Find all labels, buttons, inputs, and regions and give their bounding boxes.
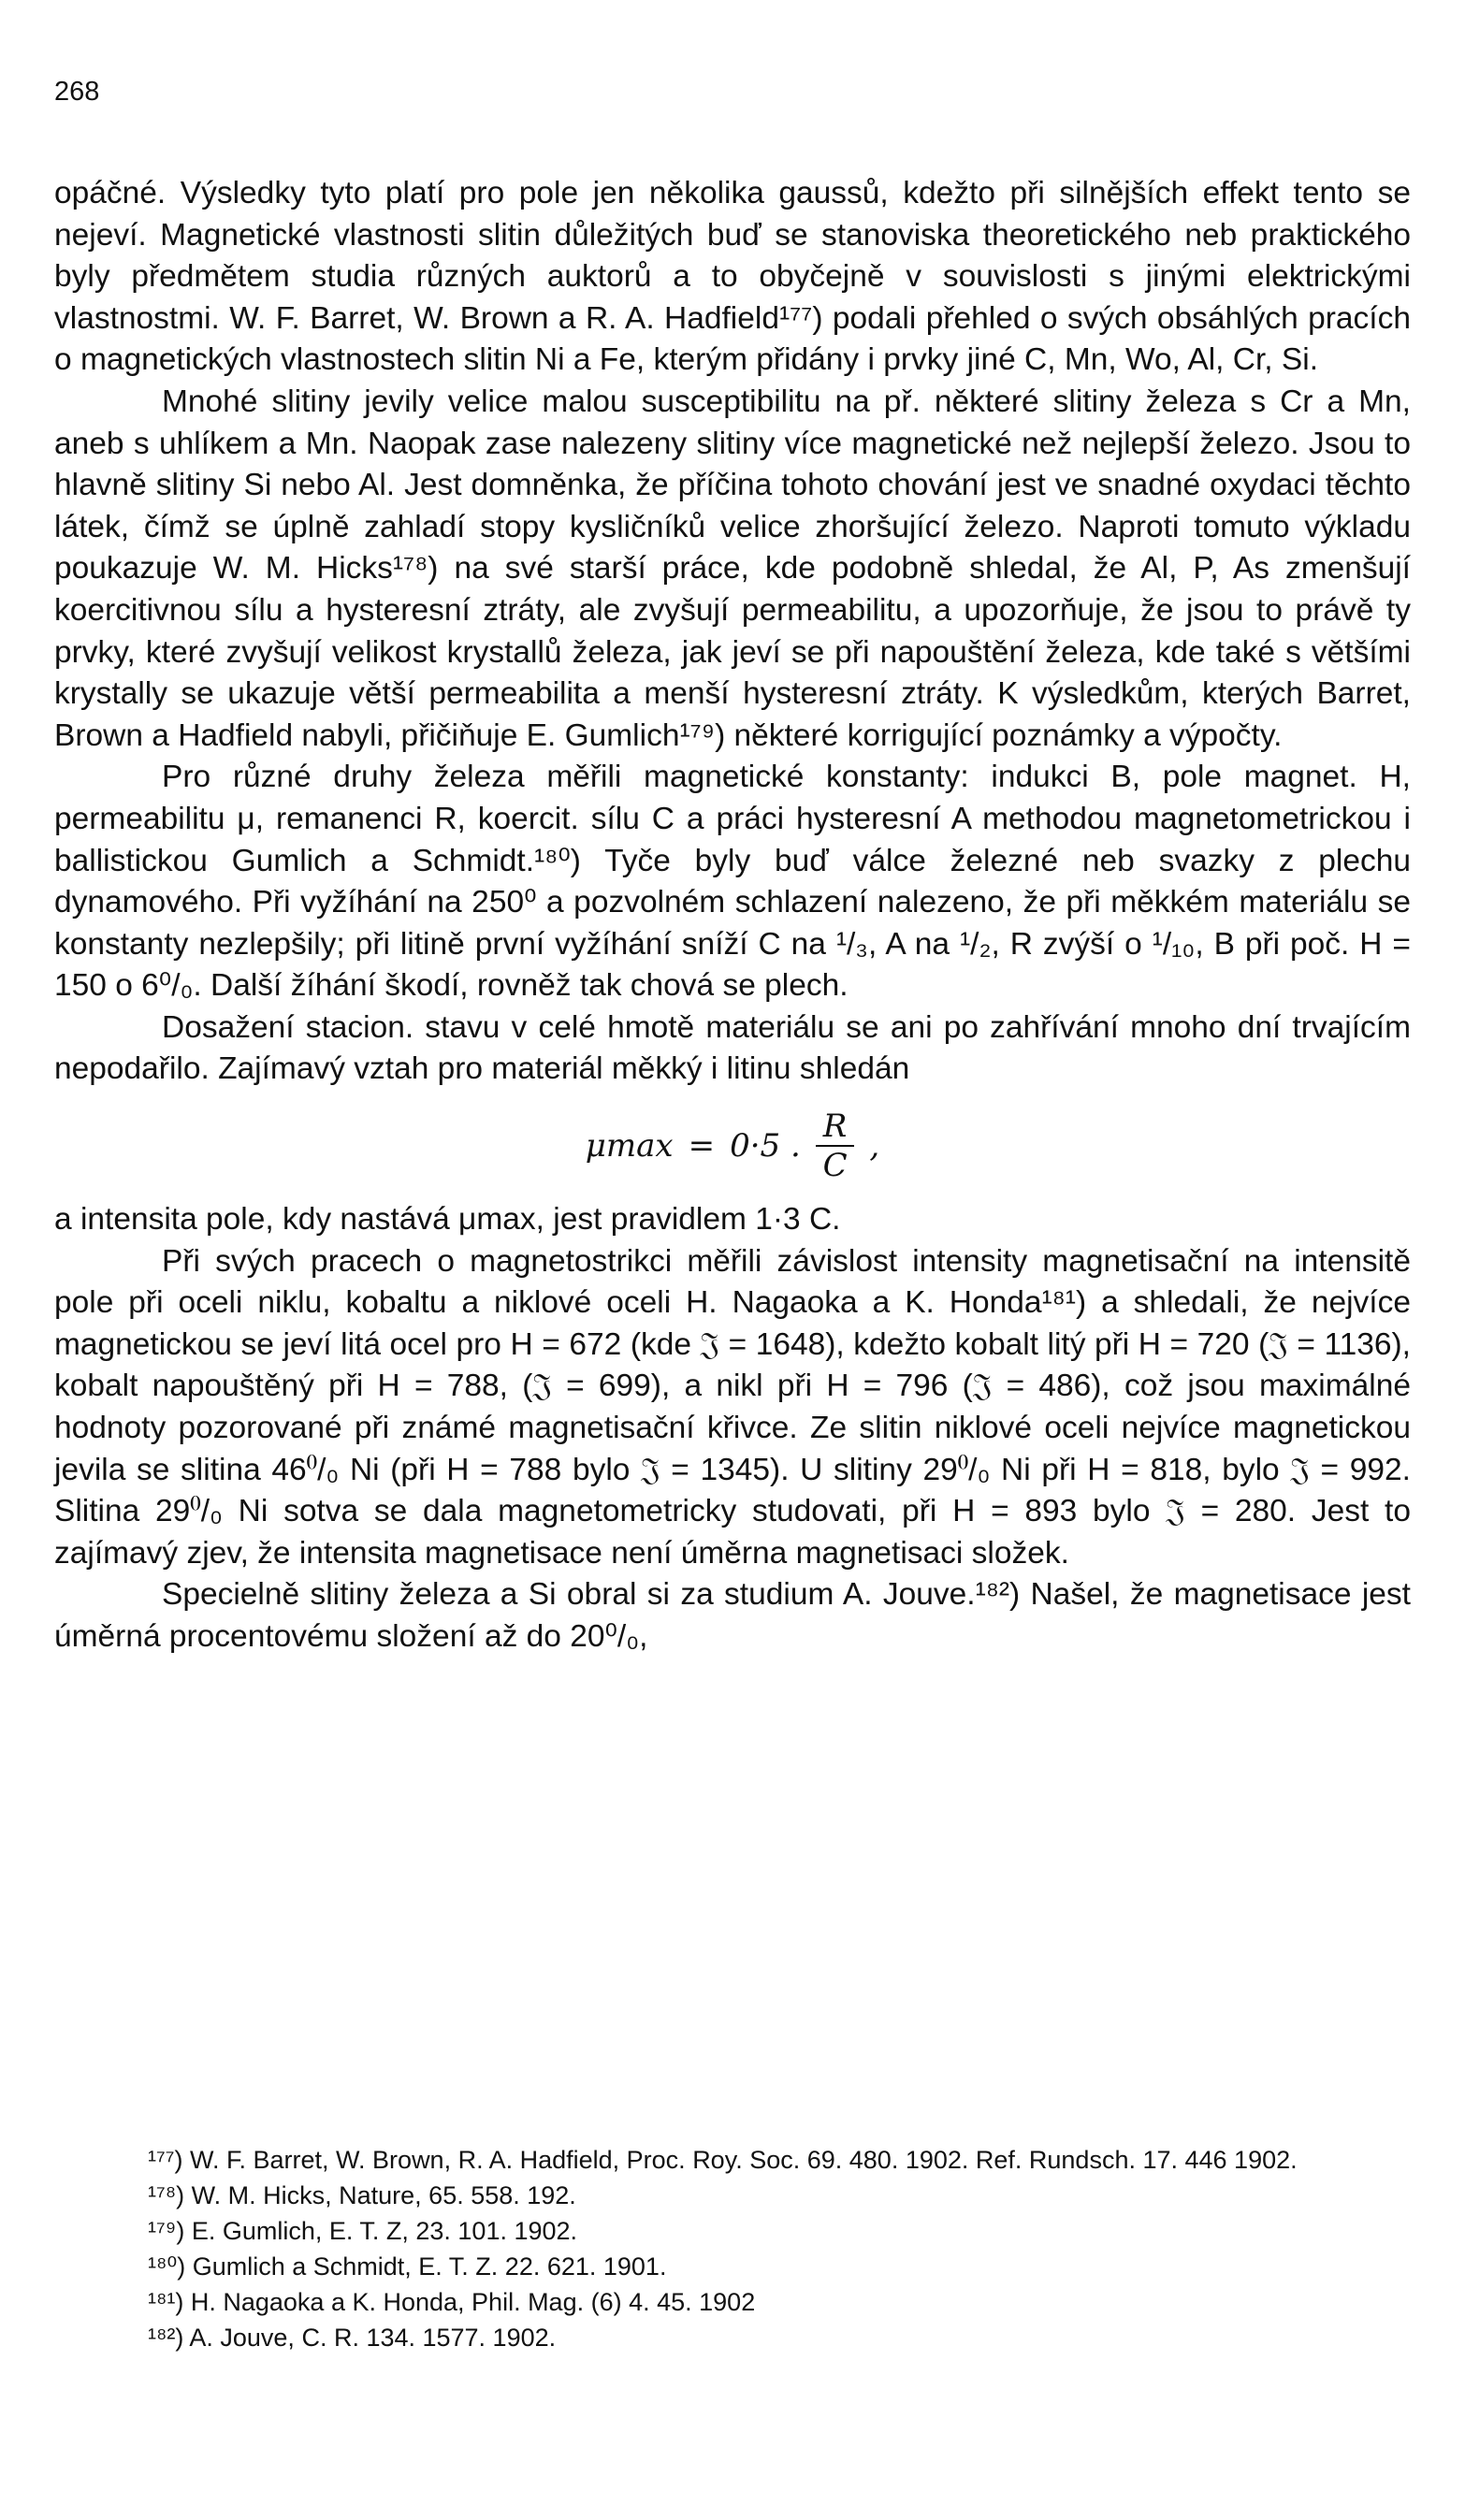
paragraph-2: Mnohé slitiny jevily velice malou susceptibilitu na př. některé slitiny železa s Cr a Mn, aneb s uhlíkem a Mn. Naopak zase nalezeny slitiny více magnetické než nejlepší železo. Jsou to hlavně slitiny Si nebo Al. Jest domněnka, že příčina tohoto chování jest ve snadné oxydaci těchto látek, čímž se úplně zahladí stopy kysličníků velice zhoršující železo. Naproti tomuto výkladu poukazuje W. M. Hicks¹⁷⁸) na své starší práce, kde podobně shledal, že Al, P, As zmenšují koercitivnou sílu a hysteresní ztráty, ale zvyšují permeabilitu, a upozorňuje, že jsou to právě ty prvky, které zvyšují velikost krystallů železa, jak jeví se při napouštění železa, kde také s většími krystally se ukazuje větší permeabilita a menší hysteresní ztráty. K výsledkům, kterých Barret, Brown a Hadfield nabyli, přičiňuje E. Gumlich¹⁷⁹) některé korrigující poznámky a výpočty. [54, 384, 1411, 753]
formula-lhs: μmax [585, 1127, 674, 1166]
paragraph-6: Při svých pracech o magnetostrikci měřili závislost intensity magnetisační na intensitě pole při oceli niklu, kobaltu a niklové oceli H. Nagaoka a K. Honda¹⁸¹) a shledali, že nejvíce magnetickou se jeví litá ocel pro H = 672 (kde 𝔍 = 1648), kdežto kobalt litý při H = 720 (𝔍 = 1136), kobalt napouštěný při H = 788, (𝔍 = 699), a nikl při H = 796 (𝔍 = 486), což jsou maximálné hodnoty pozorované při známé magnetisační křivce. Ze slitin niklové oceli nejvíce magnetickou jevila se slitina 46⁰/₀ Ni (při H = 788 bylo 𝔍 = 1345). U slitiny 29⁰/₀ Ni při H = 818, bylo 𝔍 = 992. Slitina 29⁰/₀ Ni sotva se dala magnetometricky studovati, při H = 893 bylo 𝔍 = 280. Jest to zajímavý zjev, že intensita magnetisace není úměrna magnetisaci složek. [54, 1243, 1411, 1571]
footnote-181: ¹⁸¹) H. Nagaoka a K. Honda, Phil. Mag. (6) 4. 45. 1902 [148, 2288, 756, 2316]
footnote-178: ¹⁷⁸) W. M. Hicks, Nature, 65. 558. 192. [148, 2181, 576, 2209]
body-text [54, 173, 1411, 1658]
footnote-180: ¹⁸⁰) Gumlich a Schmidt, E. T. Z. 22. 621. 1901. [148, 2252, 667, 2281]
formula-fraction [816, 1108, 855, 1184]
formula-trail: , [869, 1127, 880, 1166]
paragraph-4: Dosažení stacion. stavu v celé hmotě materiálu se ani po zahřívání mnoho dní trvajícím nepodařilo. Zajímavý vztah pro materiál měkký i litinu shledán [54, 1009, 1411, 1087]
footnote-177: ¹⁷⁷) W. F. Barret, W. Brown, R. A. Hadfield, Proc. Roy. Soc. 69. 480. 1902. Ref. Rundsch. 17. 446 1902. [148, 2146, 1298, 2174]
formula-equals: = [688, 1127, 716, 1166]
formula-denominator: C [822, 1147, 848, 1185]
footnote-179: ¹⁷⁹) E. Gumlich, E. T. Z, 23. 101. 1902. [148, 2217, 578, 2245]
paragraph-7: Specielně slitiny železa a Si obral si za studium A. Jouve.¹⁸²) Našel, že magnetisace jest úměrná procentovému složení až do 20⁰/₀, [54, 1577, 1411, 1654]
formula-mu-max [54, 1104, 1411, 1188]
paragraph-1: opáčné. Výsledky tyto platí pro pole jen několika gaussů, kdežto při silnějších effekt tento se nejeví. Magnetické vlastnosti slitin důležitých buď se stanoviska theoretického neb praktického byly předmětem studia různých auktorů a to obyčejně v souvislosti s jinými elektrickými vlastnostmi. W. F. Barret, W. Brown a R. A. Hadfield¹⁷⁷) podali přehled o svých obsáhlých pracích o magnetických vlastnostech slitin Ni a Fe, kterým přidány i prvky jiné C, Mn, Wo, Al, Cr, Si. [54, 176, 1411, 378]
formula-coef: 0·5 . [730, 1127, 801, 1166]
paragraph-5: a intensita pole, kdy nastává μmax, jest pravidlem 1·3 C. [54, 1202, 841, 1238]
page-number: 268 [54, 77, 100, 107]
footnotes [54, 2142, 1411, 2355]
formula-numerator: R [816, 1108, 855, 1147]
footnote-182: ¹⁸²) A. Jouve, C. R. 134. 1577. 1902. [148, 2324, 557, 2352]
paragraph-3: Pro různé druhy železa měřili magnetické konstanty: indukci B, pole magnet. H, permeabilitu μ, remanenci R, koercit. sílu C a práci hysteresní A methodou magnetometrickou i ballistickou Gumlich a Schmidt.¹⁸⁰) Tyče byly buď válce železné neb svazky z plechu dynamového. Při vyžíhání na 250⁰ a pozvolném schlazení nalezeno, že při měkkém materiálu se konstanty nezlepšily; při litině první vyžíhání sníží C na ¹/₃, A na ¹/₂, R zvýší o ¹/₁₀, B při poč. H = 150 o 6⁰/₀. Další žíhání škodí, rovněž tak chová se plech. [54, 760, 1411, 1004]
